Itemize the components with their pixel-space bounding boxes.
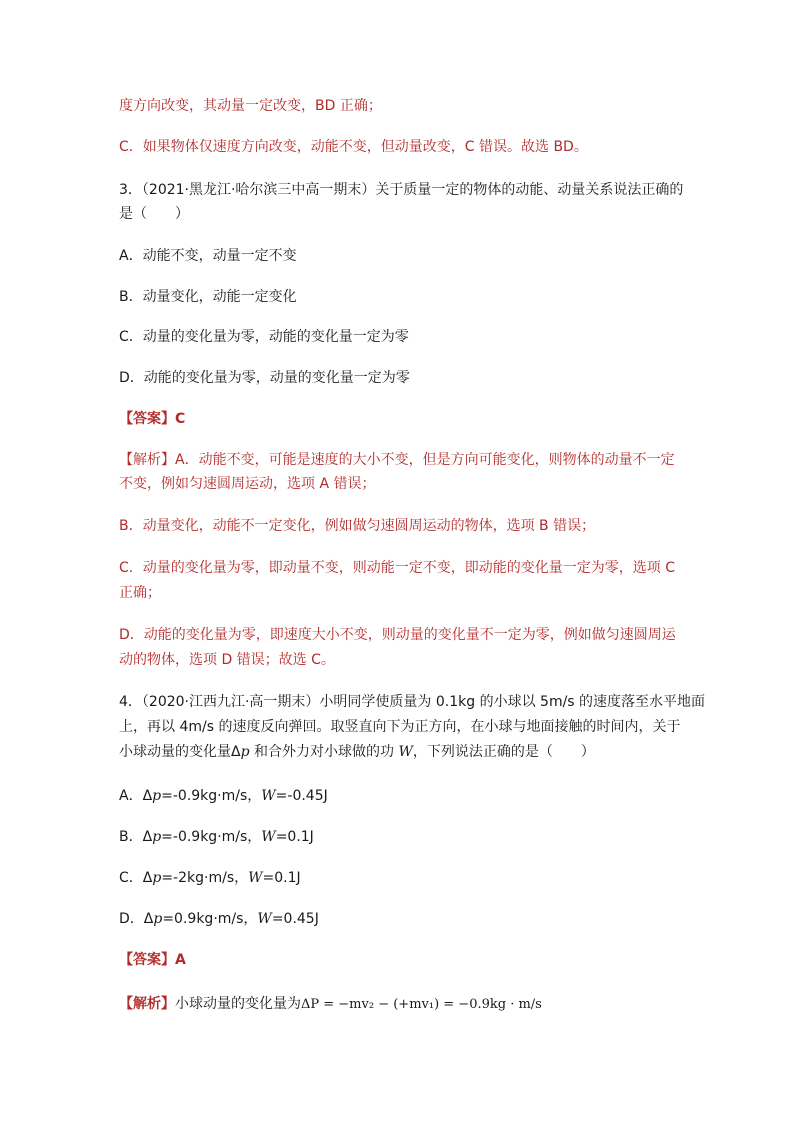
question-4-title-cont2: 小球动量的变化量Δp 和合外力对小球做的功 W，下列说法正确的是（ ） <box>119 744 595 760</box>
question-3-title-cont: 是（ ） <box>119 206 189 222</box>
analysis-line: 动的物体，选项 D 错误；故选 C。 <box>119 652 335 668</box>
option-c: C．动量的变化量为零，动能的变化量一定为零 <box>119 329 409 345</box>
option-4a: A．Δp=-0.9kg·m/s，W=-0.45J <box>119 788 328 804</box>
analysis-line: 正确； <box>119 585 161 601</box>
option-b: B．动量变化，动能一定变化 <box>119 289 297 305</box>
analysis-line: B．动量变化，动能不一定变化，例如做匀速圆周运动的物体，选项 B 错误； <box>119 518 596 534</box>
analysis-line: C．动量的变化量为零，即动量不变，则动能一定不变，即动能的变化量一定为零，选项 C <box>119 560 675 576</box>
answer-tag-4: 【答案】A <box>119 952 186 968</box>
question-3-title: 3．（2021·黑龙江·哈尔滨三中高一期末）关于质量一定的物体的动能、动量关系说法正确的 <box>119 182 684 198</box>
option-4c: C．Δp=-2kg·m/s，W=0.1J <box>119 870 301 886</box>
option-4b: B．Δp=-0.9kg·m/s，W=0.1J <box>119 829 314 845</box>
option-4d: D．Δp=0.9kg·m/s，W=0.45J <box>119 911 319 927</box>
option-a: A．动能不变，动量一定不变 <box>119 248 297 264</box>
text-line: 度方向改变，其动量一定改变，BD 正确； <box>119 98 382 114</box>
text-line: C．如果物体仅速度方向改变，动能不变，但动量改变，C 错误。故选 BD。 <box>119 139 588 155</box>
analysis-line: 不变，例如匀速圆周运动，选项 A 错误； <box>119 476 376 492</box>
answer-tag: 【答案】C <box>119 411 186 427</box>
question-4-title-cont: 上，再以 4m/s 的速度反向弹回。取竖直向下为正方向，在小球与地面接触的时间内，关于 <box>119 719 681 735</box>
momentum-formula: ΔP = −mv₂ − (+mv₁) = −0.9kg · m/s <box>301 997 542 1012</box>
analysis-line: D．动能的变化量为零，即速度大小不变，则动量的变化量不一定为零，例如做匀速圆周运 <box>119 627 676 643</box>
analysis-line: 【解析】A．动能不变，可能是速度的大小不变，但是方向可能变化，则物体的动量不一定 <box>119 452 675 468</box>
question-4-title: 4．（2020·江西九江·高一期末）小明同学使质量为 0.1kg 的小球以 5m/s 的速度落至水平地面 <box>119 694 706 710</box>
analysis-4: 【解析】小球动量的变化量为ΔP = −mv₂ − (+mv₁) = −0.9kg · m/s <box>119 996 542 1012</box>
option-d: D．动能的变化量为零，动量的变化量一定为零 <box>119 370 410 386</box>
